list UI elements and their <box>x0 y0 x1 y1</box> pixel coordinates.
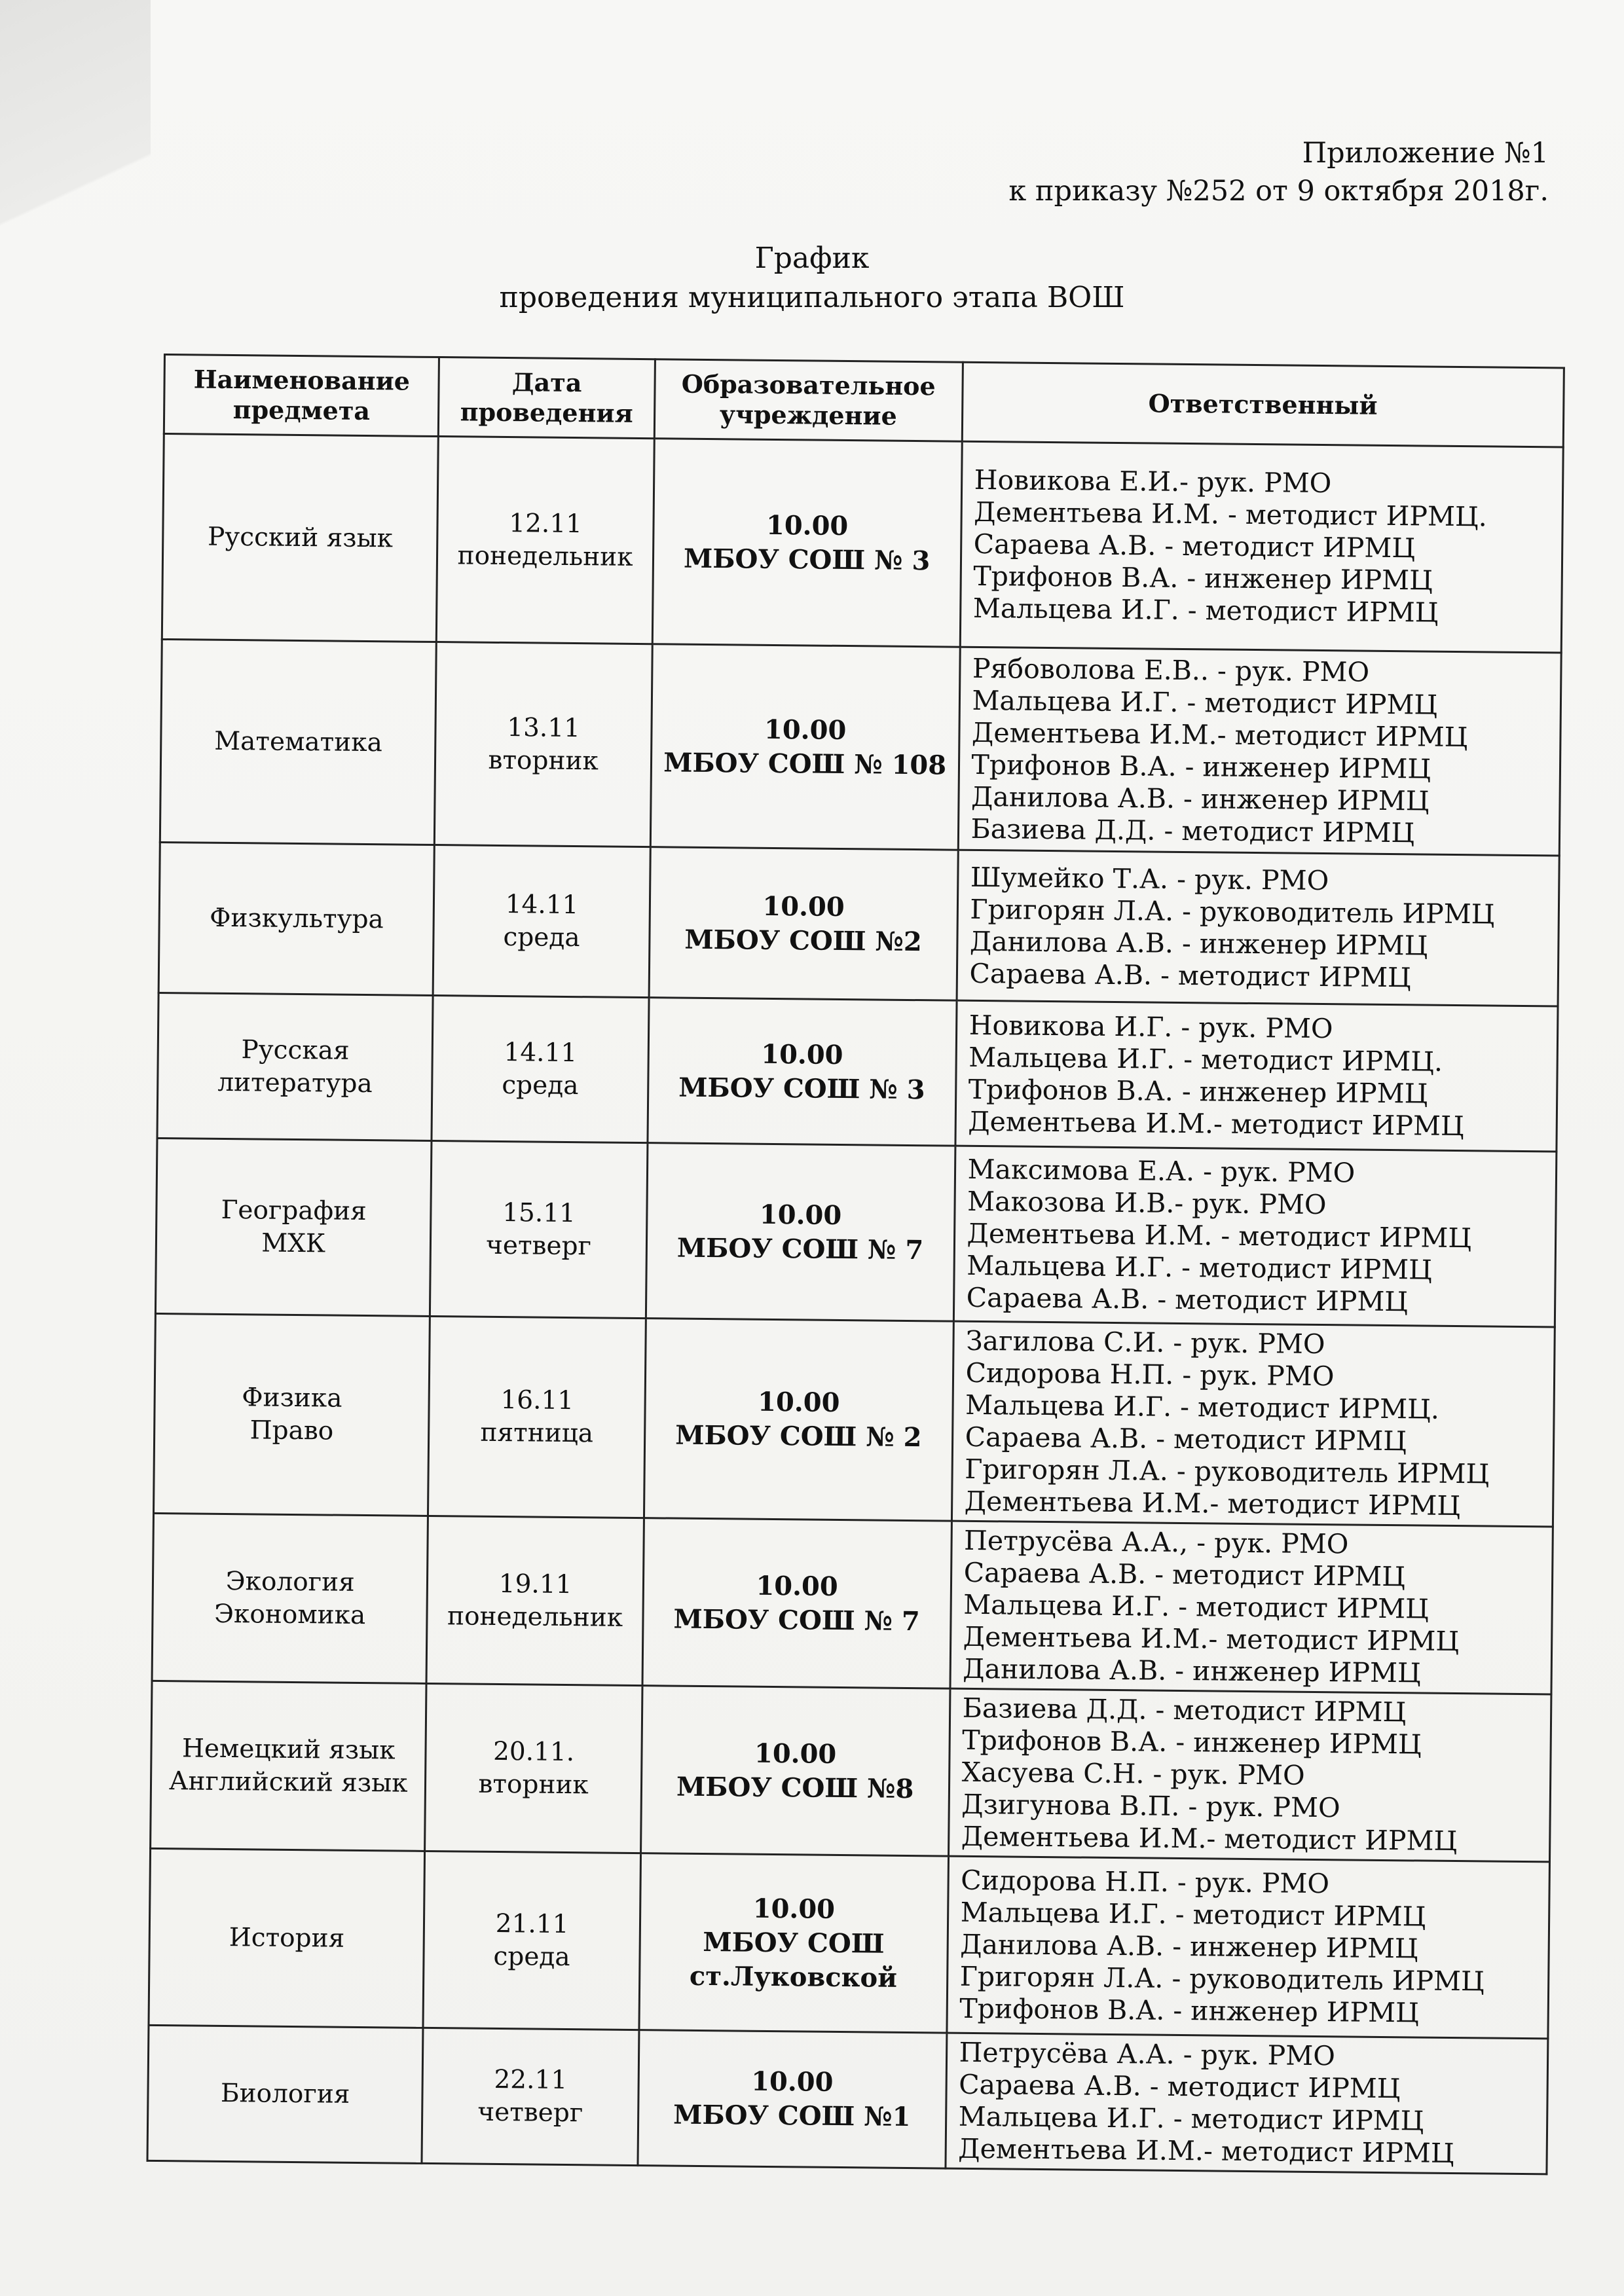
date-line: 14.11 <box>505 889 579 920</box>
school-line: 10.00 <box>761 1038 843 1070</box>
subject-line: МХК <box>261 1228 326 1258</box>
responsible-person: Базиева Д.Д. - методист ИРМЦ <box>970 812 1415 848</box>
subject-cell <box>162 434 438 642</box>
schedule-body <box>147 434 1563 2174</box>
responsible-cell <box>945 2033 1547 2174</box>
title-line-1: График <box>754 242 870 275</box>
subject-cell <box>152 1513 428 1683</box>
date-line: среда <box>493 1941 570 1972</box>
school-cell <box>642 1518 951 1688</box>
subject-line: литература <box>217 1067 373 1099</box>
header-responsible: Ответственный <box>962 362 1564 447</box>
table-row <box>149 1848 1549 2039</box>
responsible-cell <box>946 1856 1549 2039</box>
responsible-person: Шумейко Т.А. - рук. РМО <box>970 861 1329 896</box>
date-line: вторник <box>488 745 599 776</box>
responsible-person: Сараева А.В. - методист ИРМЦ <box>963 1556 1406 1593</box>
responsible-person: Дементьева И.М.- методист ИРМЦ <box>964 1485 1461 1522</box>
school-line: 10.00 <box>766 509 849 541</box>
date-cell <box>430 1140 648 1318</box>
responsible-person: Трифонов В.А. - инженер ИРМЦ <box>968 1073 1428 1110</box>
date-cell <box>422 2028 638 2165</box>
responsible-person: Сараева А.В. - методист ИРМЦ <box>973 528 1416 564</box>
school-cell <box>648 998 957 1146</box>
schedule-table <box>146 354 1564 2175</box>
header-subject <box>164 355 439 437</box>
subject-line: История <box>229 1922 345 1954</box>
responsible-person: Сараева А.В. - методист ИРМЦ <box>958 2068 1401 2105</box>
responsible-person: Новикова Е.И.- рук. РМО <box>974 464 1332 500</box>
responsible-person: Данилова А.В. - инженер ИРМЦ <box>960 1928 1418 1965</box>
school-cell <box>640 1686 950 1856</box>
school-line: 10.00 <box>759 1199 842 1231</box>
responsible-person: Мальцева И.Г. - методист ИРМЦ. <box>969 1041 1443 1078</box>
subject-line: Экология <box>225 1566 355 1597</box>
responsible-person: Мальцева И.Г. - методист ИРМЦ <box>972 592 1439 629</box>
subject-cell <box>153 1313 430 1516</box>
table-row <box>160 639 1561 855</box>
date-line: 21.11 <box>495 1908 569 1939</box>
date-line: понедельник <box>447 1601 623 1633</box>
subject-line: Физика <box>242 1383 342 1413</box>
school-cell <box>652 439 962 647</box>
order-reference: к приказу №252 от 9 октября 2018г. <box>1008 175 1549 208</box>
responsible-cell <box>960 441 1563 653</box>
table-row <box>151 1681 1551 1862</box>
date-cell <box>425 1683 642 1853</box>
responsible-person: Загилова С.И. - рук. РМО <box>965 1324 1325 1360</box>
school-line: 10.00 <box>754 1738 837 1770</box>
school-line: МБОУ СОШ №1 <box>673 2099 911 2133</box>
responsible-person: Мальцева И.Г. - методист ИРМЦ <box>972 684 1438 721</box>
responsible-person: Сидорова Н.П. - рук. РМО <box>960 1864 1330 1900</box>
date-cell <box>434 845 651 998</box>
responsible-person: Хасуева С.Н. - рук. РМО <box>961 1756 1305 1791</box>
responsible-person: Дементьева И.М. - методист ИРМЦ <box>967 1217 1472 1254</box>
responsible-person: Трифонов В.А. - инженер ИРМЦ <box>959 1992 1420 2029</box>
document-title <box>0 239 1624 318</box>
subject-line: Физкультура <box>209 903 384 934</box>
subject-line: Русская <box>241 1034 350 1066</box>
header-date-line: Дата <box>511 367 582 398</box>
responsible-cell <box>948 1688 1551 1862</box>
responsible-cell <box>950 1521 1553 1694</box>
responsible-person: Рябоволова Е.В.. - рук. РМО <box>972 652 1370 688</box>
table-row <box>162 434 1563 653</box>
responsible-person: Мальцева И.Г. - методист ИРМЦ <box>966 1249 1433 1286</box>
responsible-cell <box>958 647 1561 856</box>
date-line: среда <box>503 922 580 953</box>
school-line: МБОУ СОШ №2 <box>684 924 922 957</box>
document-header <box>1008 134 1549 210</box>
school-line: МБОУ СОШ <box>703 1926 885 1959</box>
responsible-person: Мальцева И.Г. - методист ИРМЦ <box>960 1896 1426 1933</box>
school-line: МБОУ СОШ № 7 <box>676 1232 924 1266</box>
date-cell <box>432 995 648 1142</box>
table-header-row <box>164 355 1564 448</box>
responsible-person: Трифонов В.А. - инженер ИРМЦ <box>962 1724 1422 1760</box>
responsible-person: Сараева А.В. - методист ИРМЦ <box>966 1281 1409 1318</box>
date-line: 12.11 <box>509 508 583 539</box>
responsible-cell <box>957 850 1560 1006</box>
responsible-person: Базиева Д.Д. - методист ИРМЦ <box>962 1692 1407 1728</box>
school-line: МБОУ СОШ № 7 <box>673 1603 920 1637</box>
date-line: 13.11 <box>507 712 581 743</box>
date-line: вторник <box>478 1769 589 1800</box>
date-line: четверг <box>477 2097 583 2128</box>
school-line: МБОУ СОШ №8 <box>676 1771 914 1804</box>
responsible-person: Дементьева И.М.- методист ИРМЦ <box>961 1820 1458 1857</box>
responsible-person: Дементьева И.М. - методист ИРМЦ. <box>974 496 1487 533</box>
table-row <box>155 1138 1556 1327</box>
responsible-person: Дементьева И.М.- методист ИРМЦ <box>963 1620 1460 1658</box>
subject-line: Русский язык <box>207 522 394 553</box>
header-school-line: Образовательное <box>681 369 936 401</box>
subject-line: Английский язык <box>168 1766 408 1798</box>
subject-cell <box>160 639 436 845</box>
table-row <box>153 1313 1555 1526</box>
subject-line: Биология <box>220 2078 350 2109</box>
subject-line: География <box>221 1195 367 1226</box>
date-cell <box>426 1516 644 1685</box>
date-line: понедельник <box>457 540 633 572</box>
header-date-line: проведения <box>460 397 633 428</box>
responsible-person: Петрусёва А.А., - рук. РМО <box>963 1524 1349 1560</box>
subject-line: Право <box>249 1415 334 1446</box>
school-cell <box>638 2030 947 2168</box>
date-line: 19.11 <box>498 1569 572 1599</box>
subject-cell <box>147 2025 423 2163</box>
responsible-person: Данилова А.В. - инженер ИРМЦ <box>969 925 1428 962</box>
responsible-cell <box>953 1146 1557 1327</box>
school-cell <box>649 847 958 1000</box>
school-cell <box>646 1143 955 1321</box>
date-cell <box>437 437 654 644</box>
responsible-person: Дементьева И.М.- методист ИРМЦ <box>971 716 1468 753</box>
responsible-person: Данилова А.В. - инженер ИРМЦ <box>970 780 1430 817</box>
responsible-person: Сараева А.В. - методист ИРМЦ <box>965 1421 1407 1457</box>
school-line: 10.00 <box>764 714 847 746</box>
school-line: МБОУ СОШ № 3 <box>678 1072 925 1105</box>
responsible-person: Трифонов В.А. - инженер ИРМЦ <box>971 748 1431 785</box>
school-line: МБОУ СОШ № 108 <box>663 746 947 780</box>
responsible-cell <box>951 1321 1555 1527</box>
responsible-cell <box>955 1000 1558 1152</box>
subject-line: Математика <box>214 726 383 757</box>
date-line: четверг <box>485 1230 592 1261</box>
school-line: 10.00 <box>757 1386 840 1418</box>
appendix-label: Приложение №1 <box>1302 137 1549 170</box>
date-cell <box>428 1316 646 1518</box>
header-subject-line: предмета <box>232 395 371 426</box>
responsible-person: Мальцева И.Г. - методист ИРМЦ <box>958 2100 1424 2137</box>
subject-cell <box>155 1138 432 1316</box>
school-line: 10.00 <box>756 1570 838 1602</box>
subject-line: Экономика <box>213 1599 366 1630</box>
school-line: МБОУ СОШ № 2 <box>674 1419 922 1453</box>
header-subject-line: Наименование <box>193 364 411 396</box>
school-cell <box>639 1853 948 2033</box>
header-date <box>439 357 655 439</box>
responsible-person: Макозова И.В.- рук. РМО <box>967 1185 1327 1221</box>
school-line: 10.00 <box>762 890 845 922</box>
title-line-2: проведения муниципального этапа ВОШ <box>499 281 1125 314</box>
date-line: 20.11. <box>492 1736 575 1767</box>
school-cell <box>650 644 960 850</box>
responsible-person: Мальцева И.Г. - методист ИРМЦ <box>963 1588 1430 1625</box>
table-row <box>158 842 1559 1006</box>
responsible-person: Трифонов В.А. - инженер ИРМЦ <box>973 560 1433 596</box>
responsible-person: Сараева А.В. - методист ИРМЦ <box>969 957 1412 993</box>
date-cell <box>435 642 652 847</box>
responsible-person: Петрусёва А.А. - рук. РМО <box>959 2036 1336 2072</box>
subject-cell <box>151 1681 427 1851</box>
responsible-person: Новикова И.Г. - рук. РМО <box>969 1009 1333 1044</box>
header-school-line: учреждение <box>719 399 897 431</box>
subject-cell <box>158 842 435 995</box>
date-line: среда <box>502 1070 579 1101</box>
subject-cell <box>157 993 434 1140</box>
school-line: МБОУ СОШ № 3 <box>683 543 931 576</box>
date-line: 22.11 <box>494 2064 568 2096</box>
responsible-person: Максимова Е.А. - рук. РМО <box>967 1153 1356 1189</box>
responsible-person: Данилова А.В. - инженер ИРМЦ <box>963 1652 1421 1689</box>
subject-cell <box>149 1848 425 2028</box>
date-line: 15.11 <box>502 1197 576 1228</box>
date-line: 16.11 <box>500 1385 574 1416</box>
school-cell <box>644 1319 953 1521</box>
date-line: пятница <box>480 1417 594 1449</box>
responsible-person: Дементьева И.М.- методист ИРМЦ <box>958 2132 1454 2170</box>
school-line: ст.Луковской <box>689 1960 898 1994</box>
date-line: 14.11 <box>504 1037 578 1068</box>
responsible-person: Мальцева И.Г. - методист ИРМЦ. <box>965 1389 1440 1425</box>
school-line: 10.00 <box>750 2066 834 2098</box>
table-row <box>157 993 1558 1152</box>
responsible-person: Сидорова Н.П. - рук. РМО <box>965 1357 1335 1393</box>
responsible-person: Григорян Л.А. - руководитель ИРМЦ <box>965 1453 1490 1490</box>
subject-line: Немецкий язык <box>181 1733 396 1765</box>
responsible-person: Дзигунова В.П. - рук. РМО <box>961 1788 1340 1824</box>
header-school <box>654 359 963 442</box>
responsible-person: Григорян Л.А. - руководитель ИРМЦ <box>959 1960 1485 1997</box>
table-row <box>152 1513 1553 1694</box>
responsible-person: Григорян Л.А. - руководитель ИРМЦ <box>970 893 1495 930</box>
table-row <box>147 2025 1548 2174</box>
responsible-person: Дементьева И.М.- методист ИРМЦ <box>968 1105 1464 1142</box>
school-line: 10.00 <box>752 1893 836 1925</box>
date-cell <box>423 1851 640 2030</box>
